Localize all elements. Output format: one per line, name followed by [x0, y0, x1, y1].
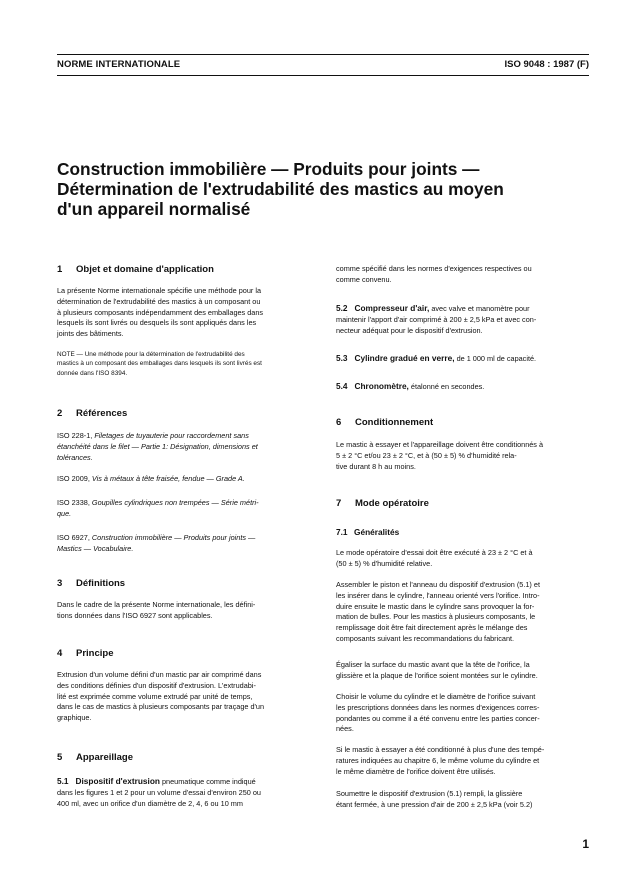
section-5-1-continued: comme spécifié dans les normes d'exigences respectives ou comme convenu.	[336, 264, 532, 284]
section-7-1-heading: 7.1 Généralités	[336, 527, 400, 537]
section-5-1-text: 5.1 Dispositif d'extrusion pneumatique comme indiqué dans les figures 1 et 2 pour un volume d'essai d'environ 250 ou 400 ml, avec un orifice d'un diamètre de 2, 4, 6 ou 10 mm	[57, 776, 261, 808]
section-7-1-paragraph: Choisir le volume du cylindre et le diamètre de l'orifice suivant les prescriptions données dans les normes d'exigences corres- pondantes ou comme il a été convenu entre les parties concer- nées.	[336, 692, 540, 734]
section-3-heading: 3 Définitions	[57, 578, 126, 589]
section-4-text: Extrusion d'un volume défini d'un mastic par air comprimé dans des conditions définies d'un dispositif d'extrusion. L'extrudabi- lité est exprimée comme volume extrudé par unité de temps, dans le cas de mastics à plusieurs composants par traçage d'un graphique.	[57, 670, 265, 723]
reference-item: ISO 6927, Construction immobilière — Produits pour joints — Mastics — Vocabulaire.	[57, 533, 256, 553]
header-rule-bottom	[57, 75, 589, 76]
section-5-4-text: 5.4 Chronomètre, étalonné en secondes.	[336, 381, 485, 391]
standard-number: ISO 9048 : 1987 (F)	[504, 59, 589, 70]
reference-item: ISO 228-1, Filetages de tuyauterie pour raccordement sans étanchéité dans le filet — Partie 1: Désignation, dimensions et tolérances.	[57, 431, 258, 462]
section-6-text: Le mastic à essayer et l'appareillage doivent être conditionnés à 5 ± 2 °C et/ou 23 ± 2 °C, et à (50 ± 5) % d'humidité rela- tive durant 8 h au moins.	[336, 440, 544, 471]
document-title	[57, 159, 597, 219]
section-1-text: La présente Norme internationale spécifie une méthode pour la détermination de l'extrudabilité des mastics à un composant ou à plusieurs composants indépendamment des emballages dans lesquels ils sont livrés ou desquels ils sont appliqués dans les joints des bâtiments.	[57, 286, 264, 339]
section-1-note: NOTE — Une méthode pour la détermination de l'extrudabilité des mastics à un composant des emballages dans lesquels ils sont livrés est donnée dans l'ISO 8394.	[57, 351, 262, 377]
section-7-1-paragraph: Soumettre le dispositif d'extrusion (5.1) rempli, la glissière étant fermée, à une pression d'air de 200 ± 2,5 kPa (voir 5.2)	[336, 789, 533, 809]
section-7-1-paragraph: Assembler le piston et l'anneau du dispositif d'extrusion (5.1) et les insérer dans le cylindre, l'anneau orienté vers l'orifice. Intro- duire ensuite le mastic dans le cylindre sans provoquer la for- mation de bulles. Pour les mastics à plusieurs composants, le remplissage doit être fait directement après le mélange des composants suivant les recommandations du fabricant.	[336, 580, 540, 643]
section-7-1-paragraph: Le mode opératoire d'essai doit être exécuté à 23 ± 2 °C et à (50 ± 5) % d'humidité relative.	[336, 548, 533, 568]
standard-type-label: NORME INTERNATIONALE	[57, 59, 181, 70]
title-line: Construction immobilière — Produits pour joints —	[57, 159, 480, 179]
section-5-2-text: 5.2 Compresseur d'air, avec valve et manomètre pour maintenir l'apport d'air comprimé à 200 ± 2,5 kPa et avec con- necteur adéquat pour le dispositif d'extrusion.	[336, 303, 537, 335]
reference-item: ISO 2009, Vis à métaux à tête fraisée, fendue — Grade A.	[57, 474, 245, 483]
section-1-heading: 1 Objet et domaine d'application	[57, 264, 214, 275]
page-number: 1	[582, 837, 589, 851]
section-7-1-paragraph: Si le mastic à essayer a été conditionné à plus d'une des tempé- ratures indiquées au chapitre 6, le même volume du cylindre et le même diamètre de l'orifice doivent être utilisés.	[336, 745, 545, 776]
section-5-heading: 5 Appareillage	[57, 752, 134, 763]
title-line: d'un appareil normalisé	[57, 199, 251, 219]
reference-item: ISO 2338, Goupilles cylindriques non trempées — Série métri- que.	[57, 498, 259, 518]
section-5-3-text: 5.3 Cylindre gradué en verre, de 1 000 ml de capacité.	[336, 353, 537, 363]
title-line: Détermination de l'extrudabilité des mastics au moyen	[57, 179, 504, 199]
section-6-heading: 6 Conditionnement	[336, 417, 434, 428]
section-7-1-paragraph: Égaliser la surface du mastic avant que la tête de l'orifice, la glissière et la plaque de l'orifice soient montées sur le cylindre.	[336, 660, 538, 680]
section-4-heading: 4 Principe	[57, 648, 114, 659]
header-rule-top	[57, 54, 589, 55]
section-7-heading: 7 Mode opératoire	[336, 498, 429, 509]
section-3-text: Dans le cadre de la présente Norme internationale, les défini- tions données dans l'ISO 6927 sont applicables.	[57, 600, 256, 620]
section-2-heading: 2 Références	[57, 408, 128, 419]
